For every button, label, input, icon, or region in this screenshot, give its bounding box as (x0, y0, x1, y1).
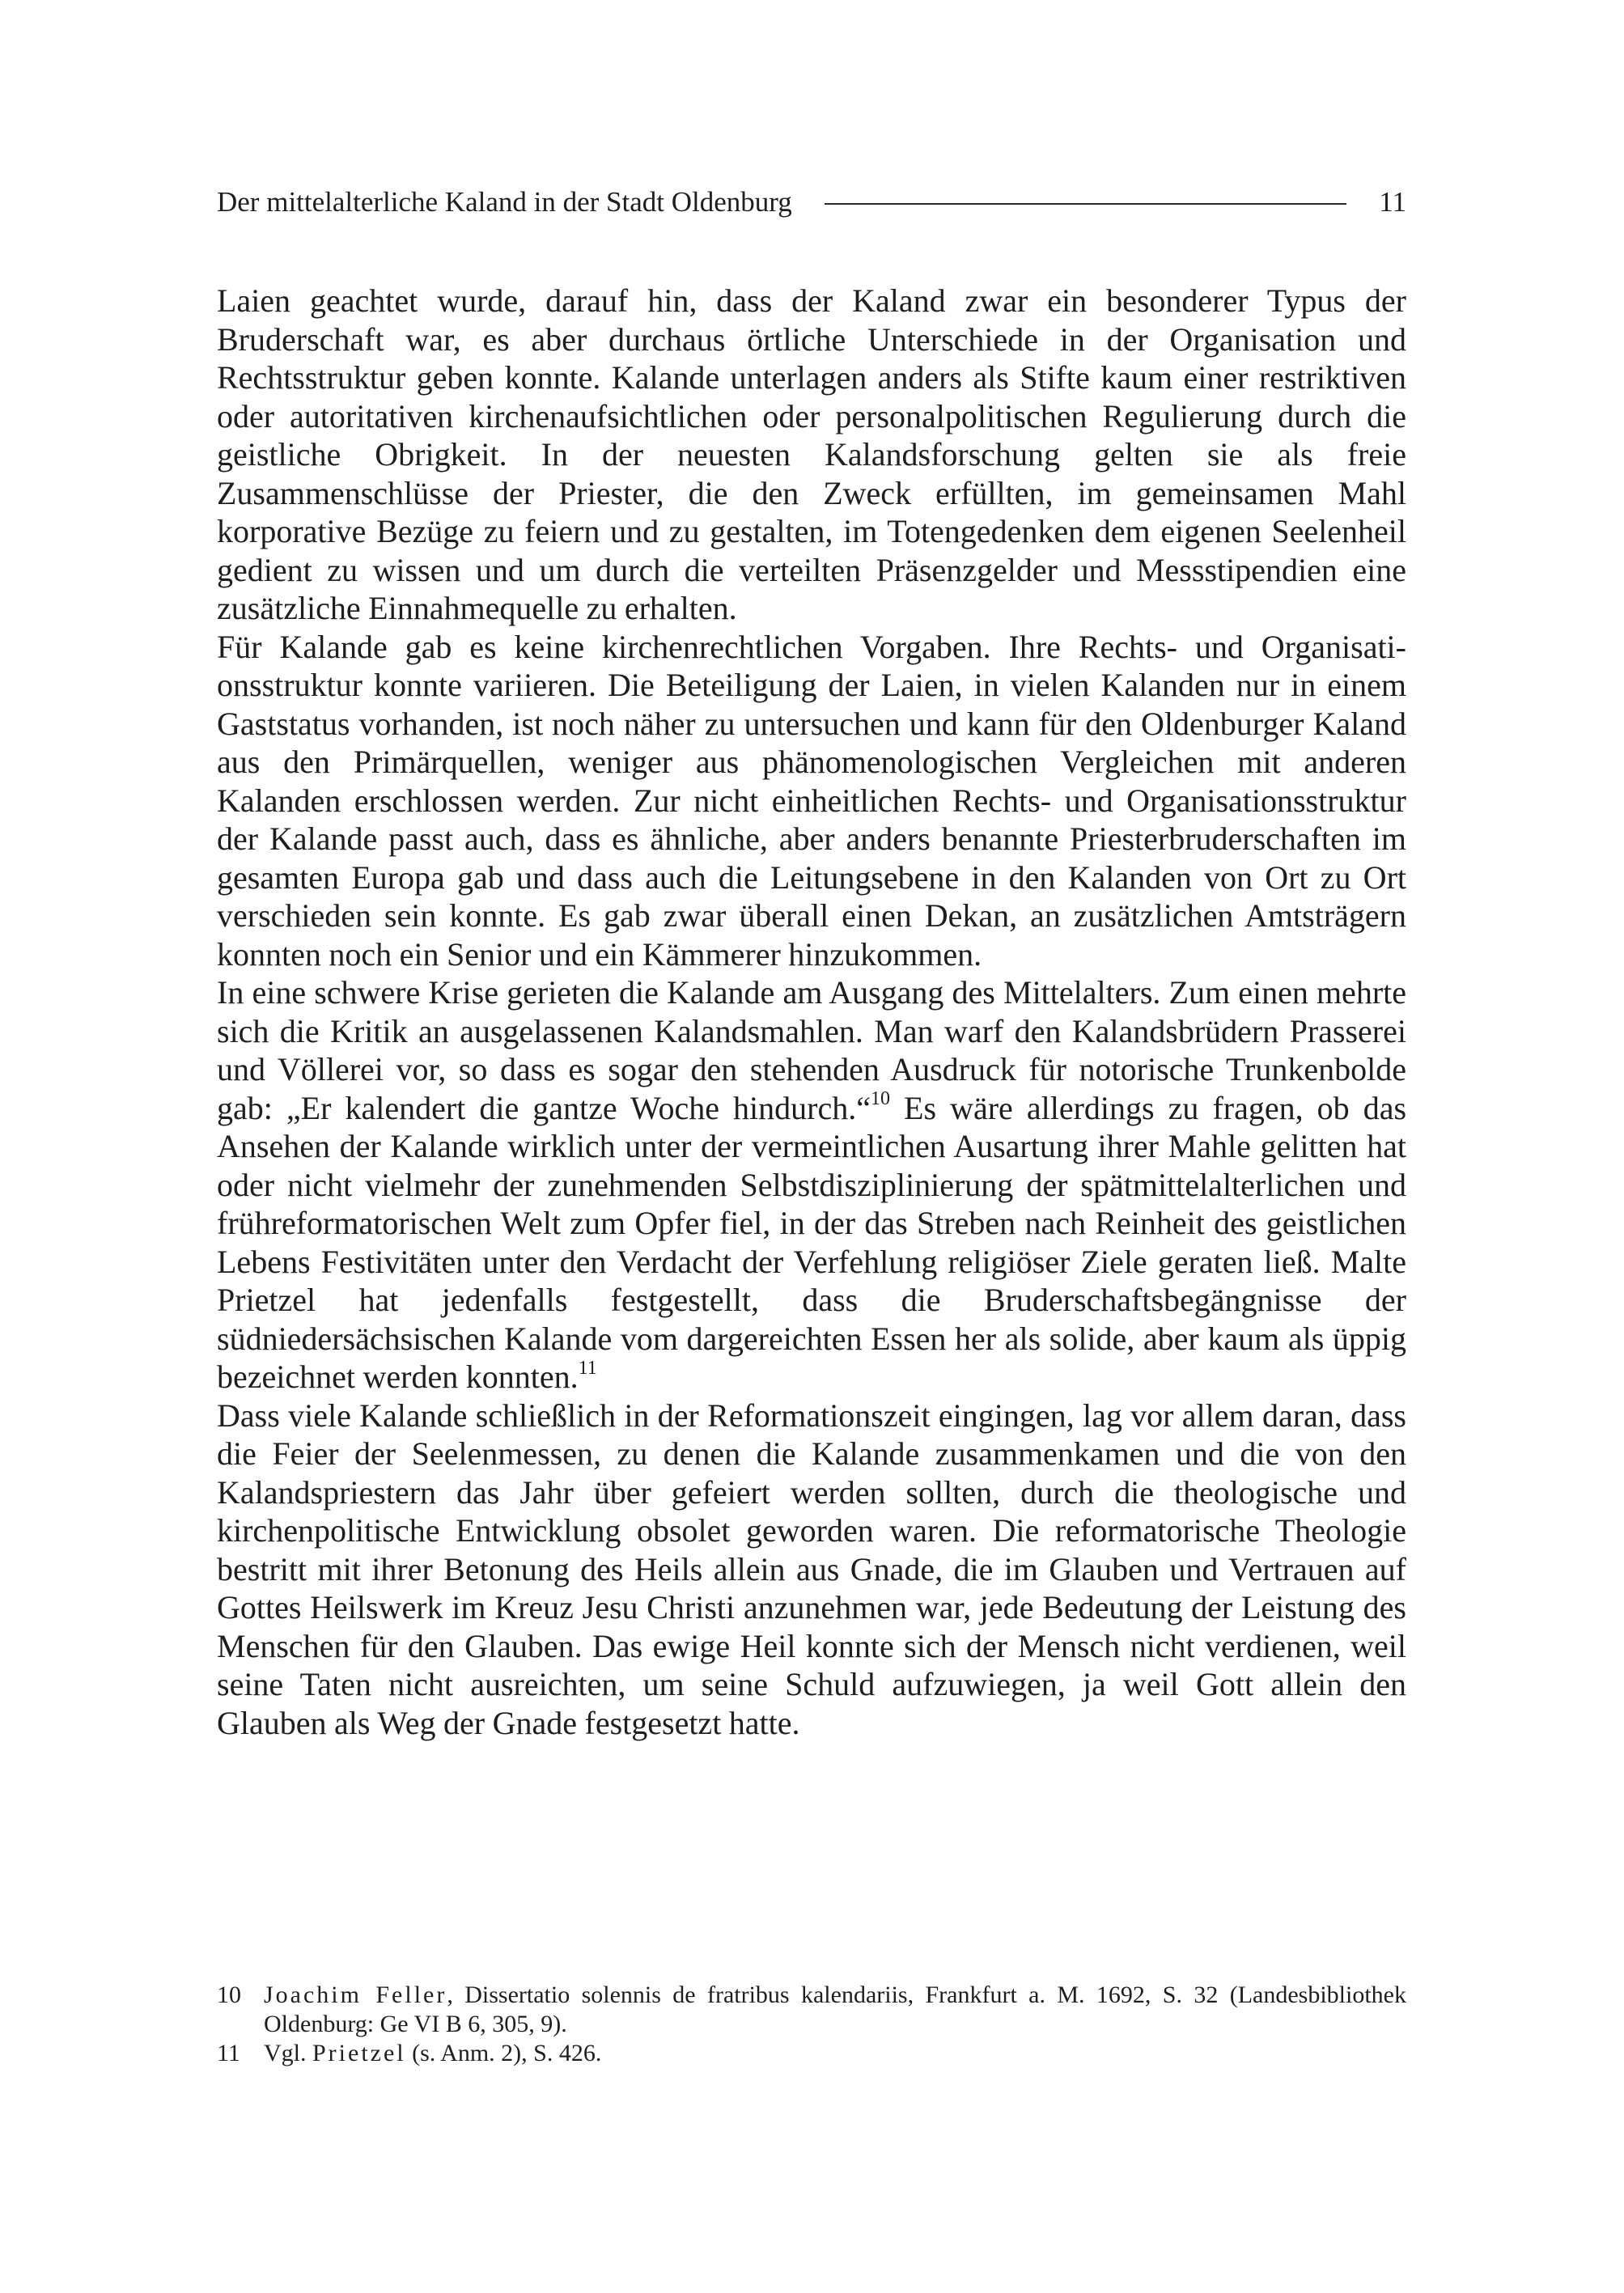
footnote-author: Prietzel (312, 2040, 406, 2066)
paragraph: Dass viele Kalande schließlich in der Reformationszeit eingingen, lag vor allem daran, dass die Feier der Seelenmessen, zu denen die Kalande zusammenkamen und die von den Kalandspriestern das Jahr über gefeiert werden sollten, durch die theologische und kirchenpolitische Entwicklung obsolet geworden waren. Die reformatorische Theologie bestritt mit ihrer Betonung des Heils allein aus Gnade, die im Glauben und Vertrauen auf Gottes Heilswerk im Kreuz Jesu Christi anzunehmen war, jede Bedeutung der Leistung des Menschen für den Glauben. Das ewige Heil konnte sich der Mensch nicht verdienen, weil seine Taten nicht ausreichten, um seine Schuld aufzuwiegen, ja weil Gott allein den Glauben als Weg der Gnade festgesetzt hatte. (217, 1397, 1406, 1741)
paragraph: Für Kalande gab es keine kirchenrechtlichen Vorgaben. Ihre Rechts- und Organisationsstruktur konnte variieren. Die Beteiligung der Laien, in vielen Kalanden nur in einem Gaststatus vorhanden, ist noch näher zu untersuchen und kann für den Oldenburger Kaland aus den Primärquellen, weniger aus phänomenologischen Vergleichen mit anderen Kalanden erschlossen werden. Zur nicht einheitlichen Rechts- und Organisationsstruktur der Kalande passt auch, dass es ähnliche, aber anders benannte Priesterbruderschaften im gesamten Europa gab und dass auch die Leitungsebene in den Kalanden von Ort zu Ort verschieden sein konnte. Es gab zwar überall einen Dekan, an zusätzlichen Amtsträgern konnten noch ein Senior und ein Kämmerer hinzukommen. (217, 628, 1406, 973)
footnote-citation: , Dissertatio solennis de fratribus kalendariis, Frankfurt a. M. 1692, S. 32 (Landesbibliothek Oldenburg: Ge VI B 6, 305, 9). (264, 1981, 1407, 2037)
body-text (217, 282, 1406, 1742)
footnote-number: 11 (217, 2040, 240, 2066)
running-header (217, 178, 1406, 227)
page (217, 178, 1406, 1742)
paragraph-text: Es wäre allerdings zu fragen, ob das Ansehen der Kalande wirklich unter der vermeintlichen Ausartung ihrer Mahle gelitten hat oder nicht vielmehr der zunehmenden Selbstdisziplinierung der spätmittelalterlichen und frühreformatorischen Welt zum Opfer fiel, in der das Streben nach Reinheit des geistlichen Lebens Festivitäten unter den Verdacht der Verfehlung religiöser Ziele geraten ließ. Malte Prietzel hat jedenfalls festgestellt, dass die Bruderschaftsbegängnisse der südniedersächsischen Kalande vom dargereichten Essen her als solide, aber kaum als üppig bezeichnet werden konnten. (217, 1089, 1407, 1395)
running-title: Der mittelalterliche Kaland in der Stadt Oldenburg (217, 186, 792, 218)
footnote-text (264, 2039, 1406, 2068)
footnote-reference[interactable]: 11 (578, 1357, 597, 1379)
footnote-citation: (s. Anm. 2), S. 426. (405, 2040, 602, 2066)
paragraph: Laien geachtet wurde, darauf hin, dass der Kaland zwar ein besonderer Typus der Bruderschaft war, es aber durchaus örtliche Unterschiede in der Organisation und Rechtsstruktur geben konnte. Kalande unterlagen anders als Stifte kaum einer restriktiven oder autoritativen kirchenaufsichtlichen oder personalpolitischen Regulierung durch die geistliche Obrigkeit. In der neuesten Kalandsforschung gelten sie als freie Zusammenschlüsse der Priester, die den Zweck erfüllten, im gemeinsamen Mahl korporative Bezüge zu feiern und zu gestalten, im Totengedenken dem eigenen Seelenheil gedient zu wissen und um durch die verteilten Präsenzgelder und Messstipendien eine zusätzliche Einnahmequelle zu erhalten. (217, 282, 1406, 626)
page-number: 11 (1379, 186, 1406, 218)
footnote-prefix: Vgl. (264, 2040, 312, 2066)
paragraph-text: In eine schwere Krise gerieten die Kalande am Ausgang des Mittelalters. Zum einen mehrte sich die Kritik an ausgelassenen Kalandsmahlen. Man warf den Kalandsbrüdern Prasserei und Völlerei vor, so dass es sogar den stehenden Ausdruck für notorische Trunkenbolde gab: „Er kalendert die gantze Woche hindurch.“ (217, 974, 1406, 1126)
header-rule (825, 203, 1346, 205)
footnote-reference[interactable]: 10 (871, 1088, 890, 1110)
footnote (217, 1981, 1406, 2039)
footnotes (217, 1981, 1406, 2068)
footnote-author: Joachim Feller (264, 1981, 447, 2008)
footnote (217, 2039, 1406, 2068)
footnote-number: 10 (217, 1981, 241, 2008)
footnote-text (264, 1981, 1406, 2039)
paragraph (217, 973, 1406, 1397)
